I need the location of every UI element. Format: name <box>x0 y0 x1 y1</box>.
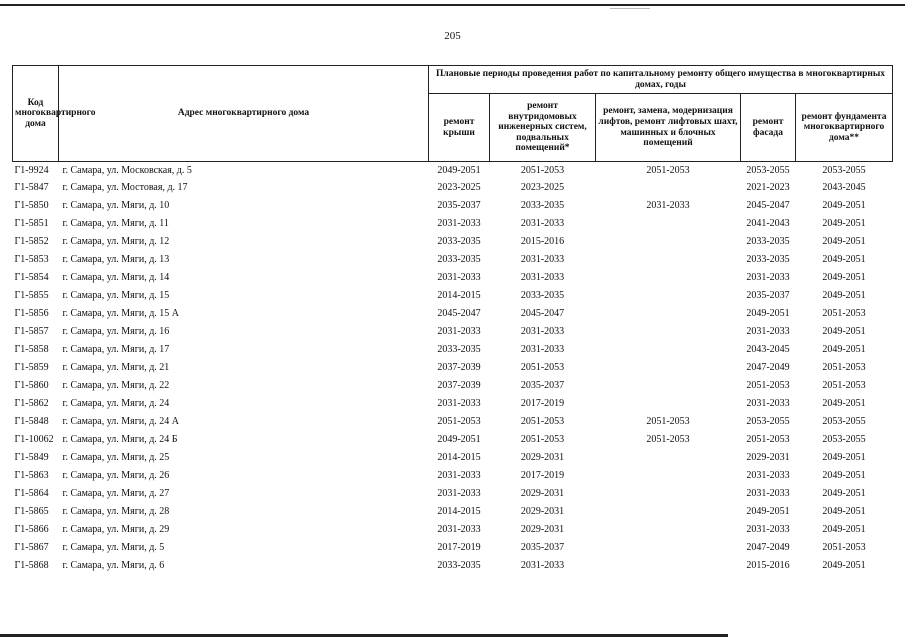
row-roof-period: 2033-2035 <box>437 254 481 266</box>
row-elevators-period <box>596 234 741 252</box>
row-address: г. Самара, ул. Мяги, д. 28 <box>62 506 170 518</box>
table-row <box>13 216 893 234</box>
row-foundation-period: 2049-2051 <box>822 290 866 302</box>
header-roof: ремонт крыши <box>429 94 490 162</box>
row-systems-period: 2031-2033 <box>520 560 565 572</box>
row-address: г. Самара, ул. Мостовая, д. 17 <box>62 182 188 194</box>
row-code: Г1-5863 <box>14 470 49 482</box>
row-elevators-period <box>596 504 741 522</box>
row-address: г. Самара, ул. Мяги, д. 13 <box>62 254 170 266</box>
row-elevators-period <box>596 396 741 414</box>
row-systems-period: 2029-2031 <box>520 488 565 500</box>
table-row <box>13 342 893 360</box>
row-roof-period: 2031-2033 <box>437 218 481 230</box>
row-systems-period: 2029-2031 <box>520 524 565 536</box>
repair-schedule-table <box>12 65 893 576</box>
row-facade-period: 2047-2049 <box>746 362 790 374</box>
row-facade-period: 2033-2035 <box>746 254 790 266</box>
row-facade-period: 2053-2055 <box>746 416 790 428</box>
row-facade-period: 2049-2051 <box>746 506 790 518</box>
table-row <box>13 468 893 486</box>
row-facade-period: 2053-2055 <box>746 164 790 176</box>
row-roof-period: 2033-2035 <box>437 344 481 356</box>
row-elevators-period: 2051-2053 <box>646 416 690 428</box>
row-elevators-period <box>596 558 741 576</box>
top-rule <box>0 4 905 6</box>
row-address: г. Самара, ул. Мяги, д. 10 <box>62 200 170 212</box>
row-roof-period: 2031-2033 <box>437 470 481 482</box>
row-code: Г1-5857 <box>14 326 49 338</box>
bottom-rule <box>0 634 728 637</box>
row-elevators-period <box>596 180 741 198</box>
row-elevators-period <box>596 360 741 378</box>
row-code: Г1-5848 <box>14 416 49 428</box>
row-roof-period: 2031-2033 <box>437 488 481 500</box>
row-address: г. Самара, ул. Мяги, д. 17 <box>62 344 170 356</box>
row-address: г. Самара, ул. Мяги, д. 21 <box>62 362 170 374</box>
row-foundation-period: 2049-2051 <box>822 470 866 482</box>
table-row <box>13 252 893 270</box>
row-elevators-period <box>596 306 741 324</box>
row-foundation-period: 2043-2045 <box>822 182 866 194</box>
row-code: Г1-5852 <box>14 236 49 248</box>
row-facade-period: 2021-2023 <box>746 182 790 194</box>
row-systems-period: 2035-2037 <box>520 380 565 392</box>
row-address: г. Самара, ул. Мяги, д. 15 А <box>62 308 180 320</box>
row-address: г. Самара, ул. Мяги, д. 25 <box>62 452 170 464</box>
row-address: г. Самара, ул. Мяги, д. 26 <box>62 470 170 482</box>
row-foundation-period: 2053-2055 <box>822 164 866 176</box>
row-address: г. Самара, ул. Мяги, д. 5 <box>62 542 165 554</box>
row-elevators-period <box>596 288 741 306</box>
row-code: Г1-5859 <box>14 362 49 374</box>
row-code: Г1-5850 <box>14 200 49 212</box>
table-body <box>13 162 893 576</box>
row-address: г. Самара, ул. Мяги, д. 29 <box>62 524 170 536</box>
row-facade-period: 2033-2035 <box>746 236 790 248</box>
row-code: Г1-5854 <box>14 272 49 284</box>
row-address: г. Самара, ул. Мяги, д. 14 <box>62 272 170 284</box>
row-elevators-period <box>596 378 741 396</box>
row-foundation-period: 2049-2051 <box>822 506 866 518</box>
row-facade-period: 2031-2033 <box>746 488 790 500</box>
row-foundation-period: 2051-2053 <box>822 362 866 374</box>
row-address: г. Самара, ул. Мяги, д. 6 <box>62 560 165 572</box>
header-address: Адрес многоквартирного дома <box>59 66 429 162</box>
table-row <box>13 378 893 396</box>
row-facade-period: 2031-2033 <box>746 470 790 482</box>
row-address: г. Самара, ул. Мяги, д. 24 <box>62 398 170 410</box>
row-roof-period: 2037-2039 <box>437 362 481 374</box>
row-elevators-period <box>596 252 741 270</box>
row-roof-period: 2014-2015 <box>437 506 481 518</box>
row-systems-period: 2017-2019 <box>520 398 565 410</box>
row-systems-period: 2031-2033 <box>520 344 565 356</box>
row-address: г. Самара, ул. Мяги, д. 27 <box>62 488 170 500</box>
row-systems-period: 2029-2031 <box>520 506 565 518</box>
table-row <box>13 432 893 450</box>
table-row <box>13 324 893 342</box>
row-facade-period: 2051-2053 <box>746 434 790 446</box>
row-facade-period: 2029-2031 <box>746 452 790 464</box>
row-systems-period: 2031-2033 <box>520 218 565 230</box>
row-facade-period: 2031-2033 <box>746 326 790 338</box>
row-systems-period: 2017-2019 <box>520 470 565 482</box>
table-row <box>13 450 893 468</box>
row-systems-period: 2023-2025 <box>520 182 565 194</box>
row-elevators-period <box>596 270 741 288</box>
row-systems-period: 2033-2035 <box>520 200 565 212</box>
row-foundation-period: 2051-2053 <box>822 308 866 320</box>
row-foundation-period: 2053-2055 <box>822 416 866 428</box>
row-roof-period: 2031-2033 <box>437 326 481 338</box>
row-systems-period: 2051-2053 <box>520 416 565 428</box>
row-facade-period: 2015-2016 <box>746 560 790 572</box>
row-code: Г1-5860 <box>14 380 49 392</box>
header-group: Плановые периоды проведения работ по капитальному ремонту общего имущества в многоквартирных домах, годы <box>429 66 893 94</box>
row-systems-period: 2035-2037 <box>520 542 565 554</box>
row-roof-period: 2031-2033 <box>437 524 481 536</box>
row-roof-period: 2049-2051 <box>437 434 481 446</box>
row-foundation-period: 2049-2051 <box>822 524 866 536</box>
row-code: Г1-5864 <box>14 488 49 500</box>
row-systems-period: 2051-2053 <box>520 434 565 446</box>
row-roof-period: 2031-2033 <box>437 398 481 410</box>
row-facade-period: 2041-2043 <box>746 218 790 230</box>
table-row <box>13 288 893 306</box>
table-row <box>13 414 893 432</box>
row-elevators-period <box>596 324 741 342</box>
row-elevators-period <box>596 468 741 486</box>
row-systems-period: 2051-2053 <box>520 362 565 374</box>
row-code: Г1-5868 <box>14 560 49 572</box>
row-facade-period: 2049-2051 <box>746 308 790 320</box>
table-row <box>13 522 893 540</box>
header-code: Код многоквартирного дома <box>13 66 59 162</box>
row-roof-period: 2033-2035 <box>437 560 481 572</box>
row-roof-period: 2031-2033 <box>437 272 481 284</box>
row-elevators-period <box>596 216 741 234</box>
table-row <box>13 396 893 414</box>
row-code: Г1-5867 <box>14 542 49 554</box>
row-foundation-period: 2049-2051 <box>822 218 866 230</box>
row-systems-period: 2029-2031 <box>520 452 565 464</box>
row-foundation-period: 2049-2051 <box>822 254 866 266</box>
table-row <box>13 360 893 378</box>
row-foundation-period: 2049-2051 <box>822 326 866 338</box>
row-systems-period: 2031-2033 <box>520 272 565 284</box>
row-systems-period: 2033-2035 <box>520 290 565 302</box>
row-roof-period: 2014-2015 <box>437 452 481 464</box>
table-row <box>13 486 893 504</box>
row-elevators-period <box>596 486 741 504</box>
row-code: Г1-5858 <box>14 344 49 356</box>
row-code: Г1-5866 <box>14 524 49 536</box>
row-foundation-period: 2049-2051 <box>822 344 866 356</box>
row-code: Г1-9924 <box>14 164 49 176</box>
table-row <box>13 306 893 324</box>
row-roof-period: 2023-2025 <box>437 182 481 194</box>
row-foundation-period: 2049-2051 <box>822 452 866 464</box>
table-row <box>13 540 893 558</box>
row-facade-period: 2045-2047 <box>746 200 790 212</box>
row-code: Г1-5855 <box>14 290 49 302</box>
header-foundation: ремонт фундамента многоквартирного дома** <box>796 94 893 162</box>
table-row <box>13 234 893 252</box>
row-code: Г1-5851 <box>14 218 49 230</box>
table-row <box>13 180 893 198</box>
row-code: Г1-5862 <box>14 398 49 410</box>
row-foundation-period: 2049-2051 <box>822 272 866 284</box>
row-foundation-period: 2049-2051 <box>822 236 866 248</box>
row-address: г. Самара, ул. Московская, д. 5 <box>62 164 192 176</box>
row-systems-period: 2031-2033 <box>520 254 565 266</box>
row-address: г. Самара, ул. Мяги, д. 15 <box>62 290 170 302</box>
table-row <box>13 558 893 576</box>
row-address: г. Самара, ул. Мяги, д. 24 Б <box>62 434 178 446</box>
row-foundation-period: 2049-2051 <box>822 398 866 410</box>
row-foundation-period: 2049-2051 <box>822 560 866 572</box>
row-roof-period: 2033-2035 <box>437 236 481 248</box>
header-systems: ремонт внутридомовых инженерных систем, подвальных помещений* <box>490 94 596 162</box>
row-facade-period: 2047-2049 <box>746 542 790 554</box>
row-code: Г1-5849 <box>14 452 49 464</box>
row-code: Г1-5856 <box>14 308 49 320</box>
row-code: Г1-5853 <box>14 254 49 266</box>
row-address: г. Самара, ул. Мяги, д. 16 <box>62 326 170 338</box>
row-address: г. Самара, ул. Мяги, д. 11 <box>62 218 169 230</box>
row-elevators-period: 2031-2033 <box>646 200 690 212</box>
header-facade: ремонт фасада <box>741 94 796 162</box>
row-foundation-period: 2051-2053 <box>822 542 866 554</box>
row-elevators-period: 2051-2053 <box>646 434 690 446</box>
row-systems-period: 2015-2016 <box>520 236 565 248</box>
row-elevators-period <box>596 540 741 558</box>
row-address: г. Самара, ул. Мяги, д. 24 А <box>62 416 180 428</box>
table-row <box>13 504 893 522</box>
row-roof-period: 2037-2039 <box>437 380 481 392</box>
row-address: г. Самара, ул. Мяги, д. 22 <box>62 380 170 392</box>
row-foundation-period: 2053-2055 <box>822 434 866 446</box>
row-code: Г1-5865 <box>14 506 49 518</box>
row-foundation-period: 2049-2051 <box>822 200 866 212</box>
row-code: Г1-5847 <box>14 182 49 194</box>
row-roof-period: 2035-2037 <box>437 200 481 212</box>
row-elevators-period <box>596 450 741 468</box>
row-elevators-period: 2051-2053 <box>646 164 690 176</box>
row-systems-period: 2045-2047 <box>520 308 565 320</box>
table-row <box>13 270 893 288</box>
table-row <box>13 198 893 216</box>
row-facade-period: 2035-2037 <box>746 290 790 302</box>
row-roof-period: 2017-2019 <box>437 542 481 554</box>
row-address: г. Самара, ул. Мяги, д. 12 <box>62 236 170 248</box>
row-elevators-period <box>596 522 741 540</box>
table-row <box>13 162 893 180</box>
row-foundation-period: 2051-2053 <box>822 380 866 392</box>
row-facade-period: 2043-2045 <box>746 344 790 356</box>
row-systems-period: 2051-2053 <box>520 164 565 176</box>
row-foundation-period: 2049-2051 <box>822 488 866 500</box>
row-elevators-period <box>596 342 741 360</box>
row-facade-period: 2031-2033 <box>746 398 790 410</box>
row-roof-period: 2051-2053 <box>437 416 481 428</box>
header-elevators: ремонт, замена, модернизация лифтов, ремонт лифтовых шахт, машинных и блочных помещений <box>596 94 741 162</box>
row-facade-period: 2031-2033 <box>746 272 790 284</box>
row-roof-period: 2014-2015 <box>437 290 481 302</box>
row-roof-period: 2049-2051 <box>437 164 481 176</box>
row-facade-period: 2051-2053 <box>746 380 790 392</box>
row-systems-period: 2031-2033 <box>520 326 565 338</box>
row-facade-period: 2031-2033 <box>746 524 790 536</box>
row-code: Г1-10062 <box>14 434 54 446</box>
scan-mark <box>610 8 650 9</box>
page-number: 205 <box>444 30 461 42</box>
row-roof-period: 2045-2047 <box>437 308 481 320</box>
